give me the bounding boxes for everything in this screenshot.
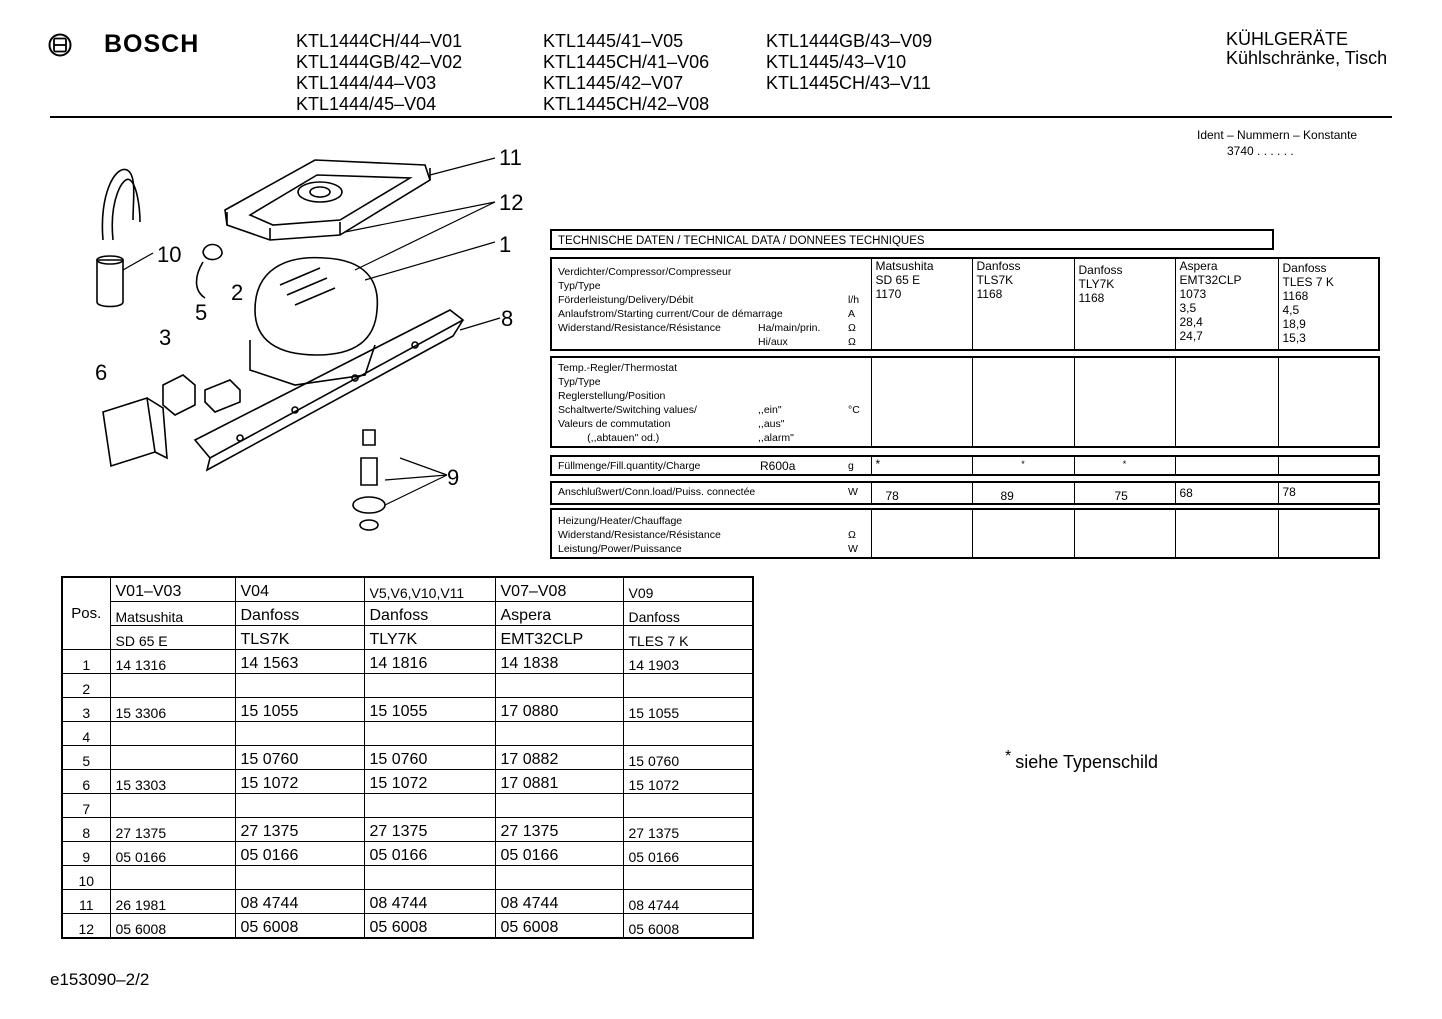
label-text: Reglerstellung/Position (558, 390, 666, 402)
part-number (235, 674, 364, 698)
empty-cell (1278, 357, 1379, 447)
compressor-col (972, 258, 1074, 350)
compressor-part (255, 258, 377, 355)
cell-value: 24,7 (1179, 329, 1203, 343)
header-row-variants (62, 577, 753, 602)
cell-value: 1168 (976, 287, 1003, 301)
label-text: Widerstand/Resistance/Résistance (558, 529, 721, 541)
cell-value: 1168 (1078, 291, 1105, 305)
part-number: 15 1055 (623, 698, 753, 722)
asterisk-marker: * (1005, 748, 1012, 765)
empty-cell (1278, 509, 1379, 558)
type-header: TLS7K (235, 626, 364, 650)
label-text: Temp.-Regler/Thermostat (558, 362, 678, 374)
cell-value: Matsushita (875, 259, 934, 273)
part-number (364, 674, 495, 698)
table-row (62, 866, 753, 890)
brand-name: BOSCH (104, 30, 200, 58)
refrigerant-value: R600a (760, 459, 796, 473)
part-number: 05 0166 (495, 842, 623, 866)
bosch-armature-icon (48, 33, 72, 57)
label-row (558, 335, 867, 349)
part-number: 15 1055 (364, 698, 495, 722)
part-number: 05 0166 (235, 842, 364, 866)
footnote (1005, 748, 1158, 773)
model-code: KTL1445/41–V05 (543, 31, 684, 51)
part-number: 15 0760 (623, 746, 753, 770)
model-code: KTL1445CH/43–V11 (766, 73, 931, 93)
part-number: 05 6008 (623, 914, 753, 939)
part-number (495, 794, 623, 818)
part-number (495, 722, 623, 746)
cell-value: Danfoss (976, 259, 1021, 273)
cell-value: 89 (972, 482, 1074, 504)
label-unit: Ω (848, 322, 856, 334)
label-text: Schaltwerte/Switching values/ (558, 404, 697, 416)
pos-cell: 3 (62, 698, 110, 722)
exploded-parts-diagram (55, 140, 525, 570)
mounting-plate-part (195, 310, 463, 458)
table-row (62, 722, 753, 746)
part-number: 05 6008 (235, 914, 364, 939)
cell-value: EMT32CLP (1179, 273, 1242, 287)
grommet-part (203, 245, 222, 260)
part-number (495, 866, 623, 890)
cell-value (1175, 456, 1278, 475)
thermostat-table (550, 356, 1380, 448)
cell-value: 75 (1074, 482, 1175, 504)
label-row (558, 485, 867, 499)
cell-value: 1170 (875, 287, 902, 301)
label-text: Typ/Type (558, 280, 601, 292)
part-number: 15 3306 (110, 698, 235, 722)
cell-value: * (972, 456, 1074, 475)
compressor-table (550, 257, 1380, 351)
cell-value: 3,5 (1179, 301, 1197, 315)
cell-value: TLY7K (1078, 277, 1115, 291)
empty-cell (1074, 357, 1175, 447)
table-row (62, 794, 753, 818)
maker-header: Danfoss (235, 602, 364, 626)
header-row-types (62, 626, 753, 650)
pos-cell: 9 (62, 842, 110, 866)
part-number (110, 674, 235, 698)
table-row (62, 842, 753, 866)
pos-cell: 5 (62, 746, 110, 770)
cell-value: 15,3 (1282, 331, 1306, 345)
compressor-col (1074, 258, 1175, 350)
footnote-text: siehe Typenschild (1015, 752, 1158, 772)
label-text: Leistung/Power/Puissance (558, 543, 682, 555)
label-mid: Ha/main/prin. (758, 322, 821, 334)
part-number: 15 1072 (364, 770, 495, 794)
part-number (364, 722, 495, 746)
part-number: 05 0166 (110, 842, 235, 866)
parts-table (61, 576, 754, 939)
part-number: 05 6008 (364, 914, 495, 939)
callout-label: 5 (195, 300, 208, 325)
label-unit: A (848, 308, 856, 320)
compressor-col (1278, 258, 1379, 350)
model-code: KTL1445CH/42–V08 (543, 94, 710, 114)
table-row (62, 818, 753, 842)
model-list-3 (766, 31, 932, 94)
part-number: 15 1072 (235, 770, 364, 794)
part-number: 14 1816 (364, 650, 495, 674)
table-row (62, 890, 753, 914)
empty-cell (1074, 509, 1175, 558)
category-title: KÜHLGERÄTE (1226, 29, 1349, 49)
model-list-2 (543, 31, 709, 115)
maker-header: Matsushita (110, 602, 235, 626)
cell-value: 4,5 (1282, 303, 1300, 317)
maker-header: Aspera (495, 602, 623, 626)
table-row (62, 650, 753, 674)
protector-part (205, 380, 240, 412)
label-row (558, 431, 867, 445)
label-row (558, 459, 867, 473)
label-text: Anlaufstrom/Starting current/Cour de démarrage (558, 308, 783, 320)
model-code: KTL1444/44–V03 (296, 73, 437, 93)
model-code: KTL1444CH/44–V01 (296, 31, 463, 51)
part-number: 08 4744 (364, 890, 495, 914)
part-number: 17 0882 (495, 746, 623, 770)
label-mid: ,,aus" (758, 418, 785, 430)
ident-value: 3740 . . . . . . (1227, 144, 1294, 158)
label-row (558, 307, 867, 321)
part-number: 14 1563 (235, 650, 364, 674)
thermostat-labels (551, 357, 871, 447)
part-number: 05 0166 (623, 842, 753, 866)
part-number (623, 674, 753, 698)
cell-value: TLS7K (976, 273, 1014, 287)
type-header: TLY7K (364, 626, 495, 650)
part-number: 15 3303 (110, 770, 235, 794)
label-row (558, 417, 867, 431)
callout-label: 3 (159, 325, 172, 350)
callout-label: 1 (499, 232, 512, 257)
fill-label (551, 456, 871, 475)
part-number (110, 722, 235, 746)
relay-cover-part (103, 398, 155, 466)
label-text: Verdichter/Compressor/Compresseur (558, 266, 732, 278)
cell-value: 78 (1278, 482, 1379, 504)
cell-value: 28,4 (1179, 315, 1203, 329)
table-row (62, 674, 753, 698)
cell-value: Aspera (1179, 259, 1218, 273)
pos-cell: 7 (62, 794, 110, 818)
fill-quantity-table (550, 455, 1380, 476)
cell-value: 18,9 (1282, 317, 1306, 331)
table-row (62, 746, 753, 770)
part-number: 14 1838 (495, 650, 623, 674)
empty-cell (1175, 509, 1278, 558)
type-header: SD 65 E (110, 626, 235, 650)
pos-cell: 4 (62, 722, 110, 746)
part-number: 17 0881 (495, 770, 623, 794)
heater-table (550, 508, 1380, 559)
label-row (558, 514, 867, 528)
cell-value: TLES 7 K (1282, 275, 1334, 289)
empty-cell (972, 357, 1074, 447)
cell-value: * (871, 456, 972, 475)
label-unit: Ω (848, 529, 856, 541)
pos-cell: 6 (62, 770, 110, 794)
callout-label: 12 (499, 190, 524, 215)
model-code: KTL1444GB/42–V02 (296, 52, 463, 72)
drip-tray-part (225, 160, 430, 240)
cell-value: Danfoss (1282, 261, 1327, 275)
label-text: Heizung/Heater/Chauffage (558, 515, 683, 527)
category-subtitle: Kühlschränke, Tisch (1226, 48, 1388, 68)
ident-label: Ident – Nummern – Konstante (1197, 128, 1358, 142)
label-mid: Hi/aux (758, 336, 788, 348)
label-text: Förderleistung/Delivery/Débit (558, 294, 694, 306)
label-row (558, 389, 867, 403)
ident-block (1197, 127, 1357, 159)
part-number: 27 1375 (623, 818, 753, 842)
variant-header: V09 (623, 577, 753, 602)
label-mid: ,,ein" (758, 404, 782, 416)
cell-value: 1073 (1179, 287, 1207, 301)
model-code: KTL1444/45–V04 (296, 94, 437, 114)
model-code: KTL1445/43–V10 (766, 52, 907, 72)
part-number (495, 674, 623, 698)
connected-load-table (550, 481, 1380, 505)
callout-label: 2 (231, 280, 244, 305)
part-number: 15 1072 (623, 770, 753, 794)
cell-value: 1168 (1282, 289, 1309, 303)
callout-label: 8 (501, 306, 514, 331)
part-number: 14 1903 (623, 650, 753, 674)
part-number: 08 4744 (495, 890, 623, 914)
label-unit: W (848, 486, 858, 498)
part-number: 17 0880 (495, 698, 623, 722)
label-row (558, 361, 867, 375)
part-number (364, 866, 495, 890)
cell-value: SD 65 E (875, 273, 921, 287)
empty-cell (972, 509, 1074, 558)
label-row (558, 403, 867, 417)
document-number: e153090–2/2 (50, 970, 150, 989)
part-number (110, 866, 235, 890)
product-category (1226, 30, 1387, 68)
part-number (623, 866, 753, 890)
maker-header: Danfoss (364, 602, 495, 626)
callout-label: 9 (447, 465, 460, 490)
label-unit: Ω (848, 336, 856, 348)
label-text: Valeurs de commutation (558, 418, 671, 430)
label-text: Widerstand/Resistance/Résistance (558, 322, 721, 334)
model-code: KTL1444GB/43–V09 (766, 31, 933, 51)
label-text: Füllmenge/Fill.quantity/Charge (558, 460, 701, 472)
callout-label: 10 (157, 242, 182, 267)
variant-header: V04 (235, 577, 364, 602)
pos-header: Pos. (62, 577, 110, 650)
label-unit: °C (848, 404, 860, 416)
callout-label: 6 (95, 360, 108, 385)
part-number: 27 1375 (235, 818, 364, 842)
table-row (62, 698, 753, 722)
part-number (623, 794, 753, 818)
empty-cell (871, 357, 972, 447)
part-number (364, 794, 495, 818)
part-number: 15 0760 (364, 746, 495, 770)
label-row (558, 293, 867, 307)
label-text: Typ/Type (558, 376, 601, 388)
label-unit: l/h (848, 294, 860, 306)
cell-value: Danfoss (1078, 263, 1123, 277)
heater-labels (551, 509, 871, 558)
part-number: 08 4744 (623, 890, 753, 914)
model-code: KTL1445CH/41–V06 (543, 52, 710, 72)
part-number: 26 1981 (110, 890, 235, 914)
part-number (235, 866, 364, 890)
pos-cell: 11 (62, 890, 110, 914)
part-number (235, 794, 364, 818)
variant-header: V5,V6,V10,V11 (364, 577, 495, 602)
label-unit: g (848, 460, 854, 472)
label-row (558, 375, 867, 389)
part-number: 27 1375 (495, 818, 623, 842)
part-number: 08 4744 (235, 890, 364, 914)
type-header: EMT32CLP (495, 626, 623, 650)
cell-value: * (1074, 456, 1175, 475)
label-row (558, 528, 867, 542)
tech-data-title: TECHNISCHE DATEN / TECHNICAL DATA / DONNEES TECHNIQUES (550, 229, 1274, 250)
fixing-set-part (363, 430, 375, 445)
pos-cell: 1 (62, 650, 110, 674)
callout-label: 11 (499, 145, 522, 170)
maker-header: Danfoss (623, 602, 753, 626)
empty-cell (1175, 357, 1278, 447)
label-row (558, 279, 867, 293)
header-divider (50, 116, 1392, 118)
empty-cell (871, 509, 972, 558)
pos-cell: 8 (62, 818, 110, 842)
part-number: 27 1375 (364, 818, 495, 842)
brand-logo (48, 30, 199, 59)
conn-label (551, 482, 871, 504)
relay-part (163, 375, 195, 415)
label-row (558, 265, 867, 279)
capacitor-part (97, 260, 123, 307)
label-text: Anschlußwert/Conn.load/Puiss. connectée (558, 486, 756, 498)
cell-value (1278, 456, 1379, 475)
compressor-labels (551, 258, 871, 350)
part-number (623, 722, 753, 746)
label-unit: W (848, 543, 858, 555)
label-text: (,,abtauen" od.) (558, 432, 660, 444)
model-list-1 (296, 31, 462, 115)
label-row (558, 542, 867, 556)
model-code: KTL1445/42–V07 (543, 73, 684, 93)
header-row-makers (62, 602, 753, 626)
table-row (62, 770, 753, 794)
part-number (110, 746, 235, 770)
compressor-col (871, 258, 972, 350)
pos-cell: 12 (62, 914, 110, 939)
label-row (558, 321, 867, 335)
part-number: 15 1055 (235, 698, 364, 722)
type-header: TLES 7 K (623, 626, 753, 650)
cell-value: 68 (1175, 482, 1278, 504)
variant-header: V07–V08 (495, 577, 623, 602)
variant-header: V01–V03 (110, 577, 235, 602)
label-mid: ,,alarm" (758, 432, 794, 444)
compressor-col (1175, 258, 1278, 350)
part-number: 14 1316 (110, 650, 235, 674)
table-row (62, 914, 753, 939)
part-number: 15 0760 (235, 746, 364, 770)
pos-cell: 2 (62, 674, 110, 698)
part-number: 05 6008 (110, 914, 235, 939)
part-number: 27 1375 (110, 818, 235, 842)
pos-cell: 10 (62, 866, 110, 890)
part-number (110, 794, 235, 818)
part-number (235, 722, 364, 746)
part-number: 05 6008 (495, 914, 623, 939)
part-number: 05 0166 (364, 842, 495, 866)
cell-value: 78 (871, 482, 972, 504)
